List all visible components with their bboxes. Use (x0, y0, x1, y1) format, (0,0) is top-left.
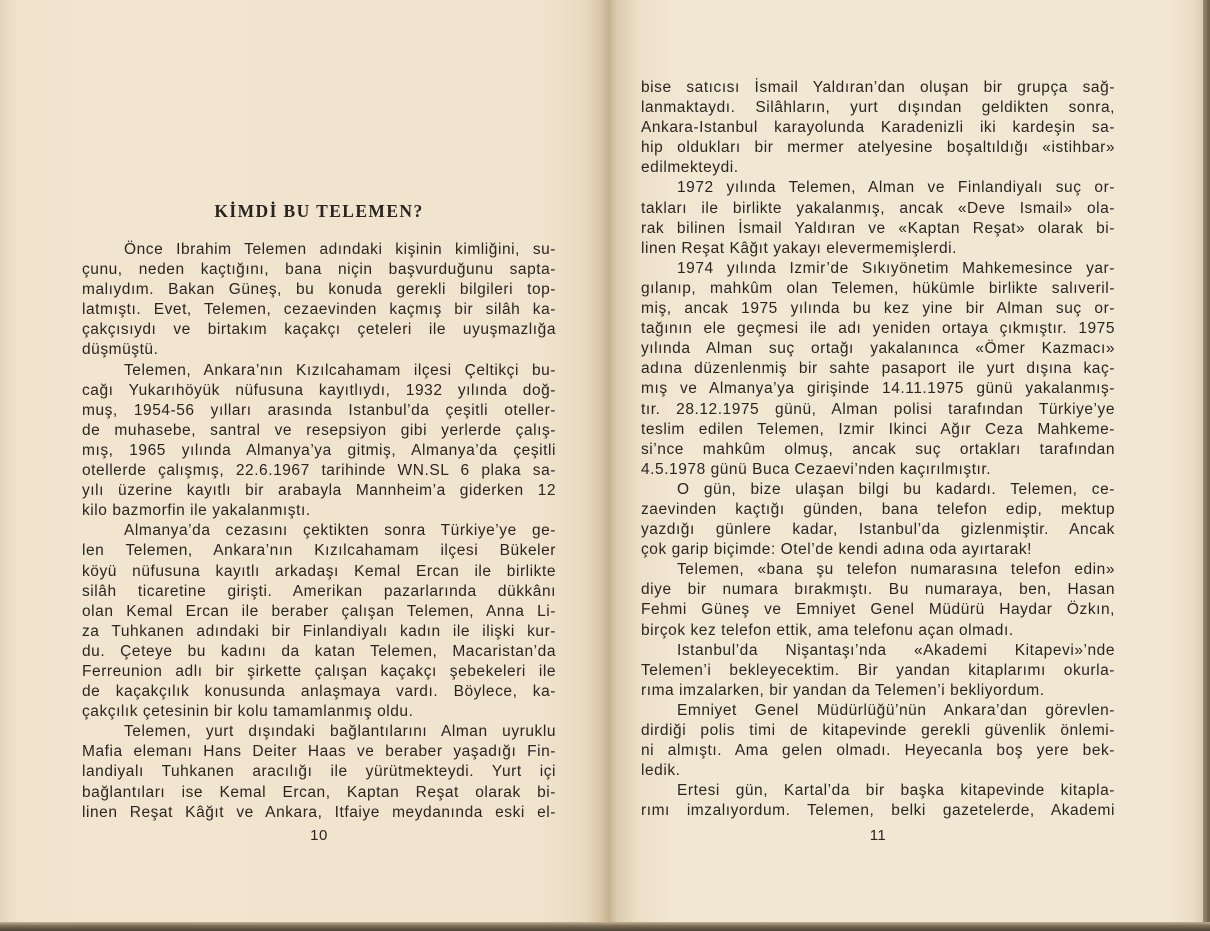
right-page-text-line: ni almıştı. Ama gelen olmadı. Heyecanla boş yere bek- (641, 742, 1115, 760)
right-page-text-line: bise satıcısı İsmail Yaldıran’dan oluşan bir grupça sağ- (641, 79, 1115, 96)
right-page-text-line: miş, ancak 1975 yılında bu kez yine bir Alman suç or- (641, 300, 1115, 318)
right-page-text-line: Telemen, «bana şu telefon numarasına telefon edin» (677, 561, 1115, 579)
left-page-text-line: landiyalı Tuhkanen aracılığı ile yürütmekteydi. Yurt içi (82, 763, 556, 781)
right-page-text-line: O gün, bize ulaşan bilgi bu kadardı. Telemen, ce- (677, 480, 1115, 498)
right-page-text-line: mış ve Almanya’ya girişinde 14.11.1975 günü yakalanmış- (641, 380, 1115, 398)
left-page-text-line: kilo bazmorfin ile yakalanmıştı. (82, 502, 311, 520)
right-page-text-line: hip oldukları bir mermer atelyesine boşaltıldığı «istihbar» (641, 139, 1115, 157)
right-page-text-line: linen Reşat Kâğıt yakayı elevermemişlerdi. (641, 239, 958, 257)
left-page-text-line: malıydım. Bakan Güneş, bu konuda gerekli bilgileri top- (82, 281, 556, 299)
right-page-text-line: yılında Alman suç ortağı yakalanınca «Ömer Kazmacı» (641, 340, 1115, 358)
right-page-text-line: tır. 28.12.1975 günü, Alman polisi tarafından Türkiye’ye (641, 400, 1115, 418)
left-page (0, 0, 609, 922)
right-page-text-line: Emniyet Genel Müdürlüğü’nün Ankara’dan görevlen- (677, 701, 1115, 719)
right-page-body (641, 78, 1115, 821)
left-page-text-line: linen Reşat Kâğıt ve Ankara, Itfaiye meydanında eski el- (82, 803, 556, 821)
chapter-title: KİMDİ BU TELEMEN? (214, 201, 424, 221)
left-page-text-line: mış, 1965 yılında Almanya’ya gitmiş, Almanya’da çeşitli (82, 441, 556, 459)
left-page-text-line: çakçılık çetesinin bir kolu tamamlanmış oldu. (82, 703, 414, 721)
left-page-text-line: latmıştı. Evet, Telemen, cezaevinden kaçmış bir silâh ka- (82, 301, 556, 319)
left-page-text-line: silâh ticaretine girişti. Amerikan pazarlarında dükkânı (82, 582, 556, 600)
left-page-text-line: za Tuhkanen adındaki bir Finlandiyalı kadın ile ilişki kur- (82, 622, 556, 640)
left-page-text-line: len Telemen, Ankara’nın Kızılcahamam ilçesi Bükeler (82, 542, 556, 560)
left-page-text-line: Almanya’da cezasını çektikten sonra Türkiye’ye ge- (124, 522, 556, 540)
right-page-text-line: birçok kez telefon ettik, ama telefonu açan olmadı. (641, 621, 1014, 639)
left-page-text-line: cağı Yukarıhöyük nüfusuna kayıtlıydı, 1932 yılında doğ- (82, 381, 556, 399)
left-page-text-line: otellerde çalışmış, 22.6.1967 tarihinde WN.SL 6 plaka sa- (82, 462, 556, 480)
left-page-body (82, 240, 556, 823)
right-page-text-line: 1974 yılında Izmir’de Sıkıyönetim Mahkemesince yar- (677, 259, 1115, 277)
left-page-text-line: bağlantıları ise Kemal Ercan, Kaptan Reşat olarak bi- (82, 783, 556, 801)
left-page-text-line: düşmüştü. (82, 341, 159, 359)
right-page-text-line: Ankara-Istanbul karayolunda Karadenizli iki kardeşin sa- (641, 119, 1115, 137)
right-page-number: 11 (869, 827, 887, 844)
left-page-text-line: de kaçakçılık konusunda anlaşmaya vardı. Böylece, ka- (82, 683, 556, 701)
right-page-text-line: rıma imzalarken, bir yandan da Telemen’i bekliyordum. (641, 681, 1045, 699)
right-page-text-line: Fehmi Güneş ve Emniyet Genel Müdürü Haydar Özkın, (641, 601, 1115, 619)
left-page-text-line: de muhasebe, santral ve resepsiyon gibi yerlerde çalış- (82, 421, 556, 439)
right-page-text-line: adına düzenlenmiş bir sahte pasaport ile yurt dışına kaç- (641, 360, 1115, 378)
right-page-text-line: Ertesi gün, Kartal’da bir başka kitapevinde kitapla- (677, 782, 1115, 800)
left-page-text-line: köyü nüfusuna kayıtlı arkadaşı Kemal Ercan ile birlikte (82, 562, 556, 580)
right-page-text-line: rak bilinen İsmail Yaldıran ve «Kaptan Reşat» olarak bi- (641, 219, 1115, 237)
right-page-text-line: takları ile birlikte yakalanmış, ancak «Deve Ismail» ola- (641, 199, 1115, 217)
book-edge-bottom (0, 922, 1210, 931)
right-page-text-line: tağının ele geçmesi ile adı yeniden ortaya çıkmıştır. 1975 (641, 320, 1115, 338)
right-page-text-line: yazdığı günlere kadar, Istanbul’da gizlenmiştir. Ancak (641, 521, 1115, 539)
right-page-text-line: Istanbul’da Nişantaşı’nda «Akademi Kitapevi»’nde (677, 641, 1115, 659)
right-page-text-line: 1972 yılında Telemen, Alman ve Finlandiyalı suç or- (677, 179, 1115, 197)
right-page-text-line: rımı imzalıyordum. Telemen, belki gazetelerde, Akademi (641, 802, 1115, 820)
right-page-text-line: dirdiği polis timi de kitapevinde gerekli güvenlik önlemi- (641, 722, 1115, 739)
right-page-text-line: diye bir numara bırakmıştı. Bu numaraya, ben, Hasan (641, 581, 1115, 599)
right-page-text-line: gılanıp, mahkûm olan Telemen, hükümle birlikte salıveril- (641, 279, 1115, 297)
right-page-text-line: teslim edilen Telemen, Izmir Ikinci Ağır Ceza Mahkeme- (641, 420, 1115, 438)
left-page-text-line: Mafia elemanı Hans Deiter Haas ve beraber yaşadığı Fin- (82, 743, 556, 761)
right-page-text-line: zaevinden kaçtığı günden, bana telefon edip, mektup (641, 500, 1115, 518)
left-page-text-line: olan Kemal Ercan ile beraber çalışan Telemen, Anna Li- (82, 602, 556, 620)
right-page-text-line: Telemen’i bekleyecektim. Bir yandan kitaplarımı okurla- (641, 661, 1115, 679)
right-page-text-line: lanmaktaydı. Silâhların, yurt dışından geldikten sonra, (641, 99, 1115, 117)
left-page-text-line: çakçısıydı ve birtakım kaçakçı çeteleri ile uyuşmazlığa (82, 321, 556, 339)
left-page-text-line: Telemen, yurt dışındaki bağlantılarını Alman uyruklu (124, 723, 556, 741)
right-page-text-line: 4.5.1978 günü Buca Cezaevi’nden kaçırılmıştır. (641, 460, 992, 478)
right-page-text-line: si’nce mahkûm olmuş, ancak suç ortakları tarafından (641, 440, 1115, 458)
book-edge-right (1203, 0, 1210, 931)
left-page-text-line: du. Çeteye bu kadını da katan Telemen, Macaristan’da (82, 642, 556, 660)
left-page-number: 10 (310, 827, 328, 844)
left-page-text-line: Telemen, Ankara’nın Kızılcahamam ilçesi Çeltikçi bu- (124, 361, 556, 379)
left-page-text-line: Ferreunion adlı bir şirkette çalışan kaçakçı şebekeleri ile (82, 662, 556, 680)
left-page-text-line: yılı üzerine kayıtlı bir arabayla Mannheim’a giderken 12 (82, 482, 556, 500)
right-page-text-line: edilmekteydi. (641, 159, 739, 177)
left-page-text-line: Önce Ibrahim Telemen adındaki kişinin kimliğini, su- (124, 241, 556, 258)
right-page (609, 0, 1203, 922)
left-page-text-line: muş, 1954-56 yılları arasında Istanbul’da çeşitli oteller- (82, 401, 556, 419)
left-page-text-line: çunu, neden kaçtığını, bana niçin başvurduğunu sapta- (82, 261, 556, 279)
right-page-text-line: ledik. (641, 762, 681, 780)
right-page-text-line: çok garip biçimde: Otel’de kendi adına oda ayırtarak! (641, 541, 1033, 559)
